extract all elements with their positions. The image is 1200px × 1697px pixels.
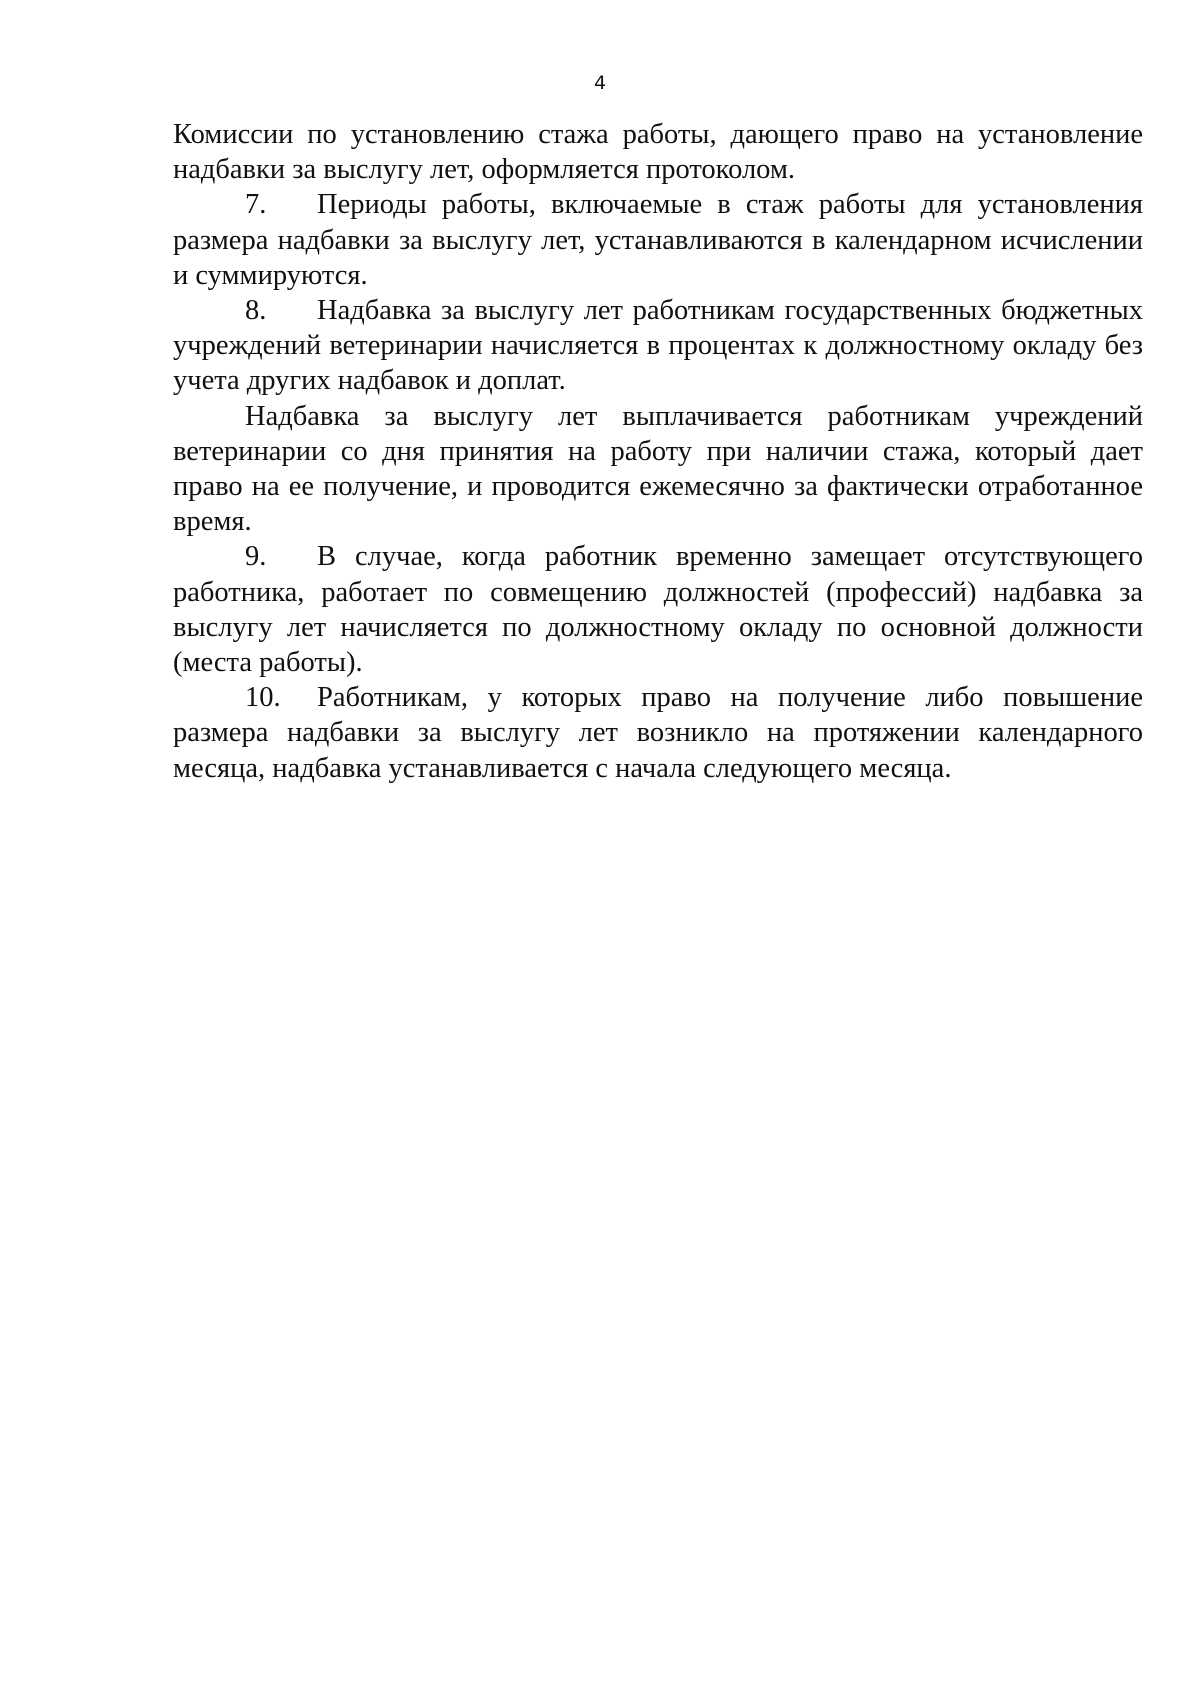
paragraph-text: Надбавка за выслугу лет выплачивается работникам учреждений ветеринарии со дня принятия на работу при наличии стажа, который дает право на ее получение, и проводится ежемесячно за фактически отработанное время. <box>173 400 1143 538</box>
document-body <box>173 117 1143 786</box>
item-number: 9. <box>245 541 267 573</box>
paragraph-item-7 <box>173 187 1143 293</box>
item-number: 10. <box>245 682 281 714</box>
paragraph-item-8-continued <box>173 399 1143 540</box>
paragraph-item-9 <box>173 539 1143 680</box>
paragraph-text: Работникам, у которых право на получение либо повышение размера надбавки за выслугу лет возникло на протяжении календарного месяца, надбавка устанавливается с начала следующего месяца. <box>173 682 1143 784</box>
item-number: 8. <box>245 295 267 327</box>
paragraph-text: Периоды работы, включаемые в стаж работы для установления размера надбавки за выслугу лет, устанавливаются в календарном исчислении и суммируются. <box>173 189 1143 291</box>
paragraph-continuation <box>173 117 1143 187</box>
paragraph-text: Комиссии по установлению стажа работы, дающего право на установление надбавки за выслугу лет, оформляется протоколом. <box>173 119 1143 186</box>
paragraph-text: В случае, когда работник временно замещает отсутствующего работника, работает по совмещению должностей (профессий) надбавка за выслугу лет начисляется по должностному окладу по основной должности (места работы). <box>173 541 1143 679</box>
paragraph-item-10 <box>173 680 1143 786</box>
page-number: 4 <box>593 72 607 94</box>
paragraph-text: Надбавка за выслугу лет работникам государственных бюджетных учреждений ветеринарии начисляется в процентах к должностному окладу без учета других надбавок и доплат. <box>173 295 1143 397</box>
paragraph-item-8 <box>173 293 1143 399</box>
item-number: 7. <box>245 189 267 221</box>
